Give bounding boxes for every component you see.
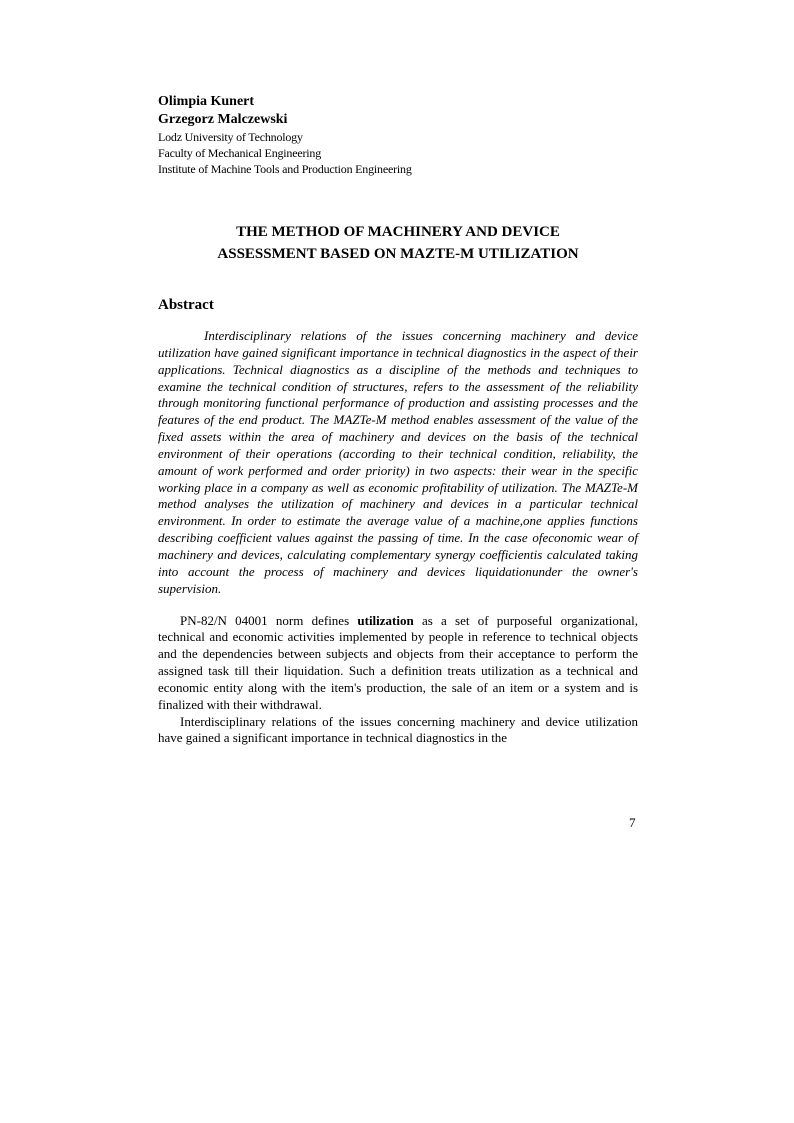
author-name: Olimpia Kunert (158, 94, 255, 109)
body-paragraph (158, 613, 638, 714)
page-number: 7 (629, 815, 636, 830)
title-line: THE METHOD OF MACHINERY AND DEVICE (236, 224, 560, 240)
author-name: Grzegorz Malczewski (158, 112, 288, 127)
abstract-text: Interdisciplinary relations of the issues concerning machinery and device utilization have gained significant importance in technical diagnostics in the aspect of their applications. Technical diagnostics as a discipline of the methods and techniques to examine the technical condition of structures, refers to the assessment of the reliability through monitoring functional performance of production and assisting processes and the features of the end product. The MAZTe-M method enables assessment of the value of the fixed assets within the area of machinery and devices on the basis of the technical environment of their operations (according to their technical condition, reliability, the amount of work performed and order priority) in two aspects: their wear in the specific working place in a company as well as economic profitability of utilization. The MAZTe-M method analyses the utilization of machinery and devices in a particular technical environment. In order to estimate the average value of a machine,one applies functions describing coefficient values against the passing of time. In the case ofeconomic wear of machinery and devices, calculating complementary synergy coefficientis calculated taking into account the process of machinery and devices liquidationunder the owner's supervision. (158, 328, 638, 596)
paragraph-text: PN-82/N 04001 norm defines (180, 612, 358, 628)
affiliation-line: Faculty of Mechanical Engineering (158, 146, 322, 160)
emphasized-term: utilization (357, 612, 414, 628)
abstract-heading: Abstract (158, 297, 214, 313)
paragraph-text: as a set of purposeful organizational, technical and economic activities implemented by people in reference to technical objects and the dependencies between subjects and objects from their acceptance to perform the assigned task till their liquidation. Such a definition treats utilization as a technical and economic entity along with the item's production, the sale of an item or a system and is finalized with their withdrawal. (158, 612, 638, 712)
affiliation-line: Lodz University of Technology (158, 130, 303, 144)
paper-title (158, 221, 638, 265)
affiliation-line: Institute of Machine Tools and Production Engineering (158, 162, 412, 176)
page-content (158, 93, 638, 747)
title-line: ASSESSMENT BASED ON MAZTE-M UTILIZATION (217, 246, 579, 262)
body-paragraph: Interdisciplinary relations of the issues concerning machinery and device utilization have gained a significant importance in technical diagnostics in the (158, 713, 638, 746)
